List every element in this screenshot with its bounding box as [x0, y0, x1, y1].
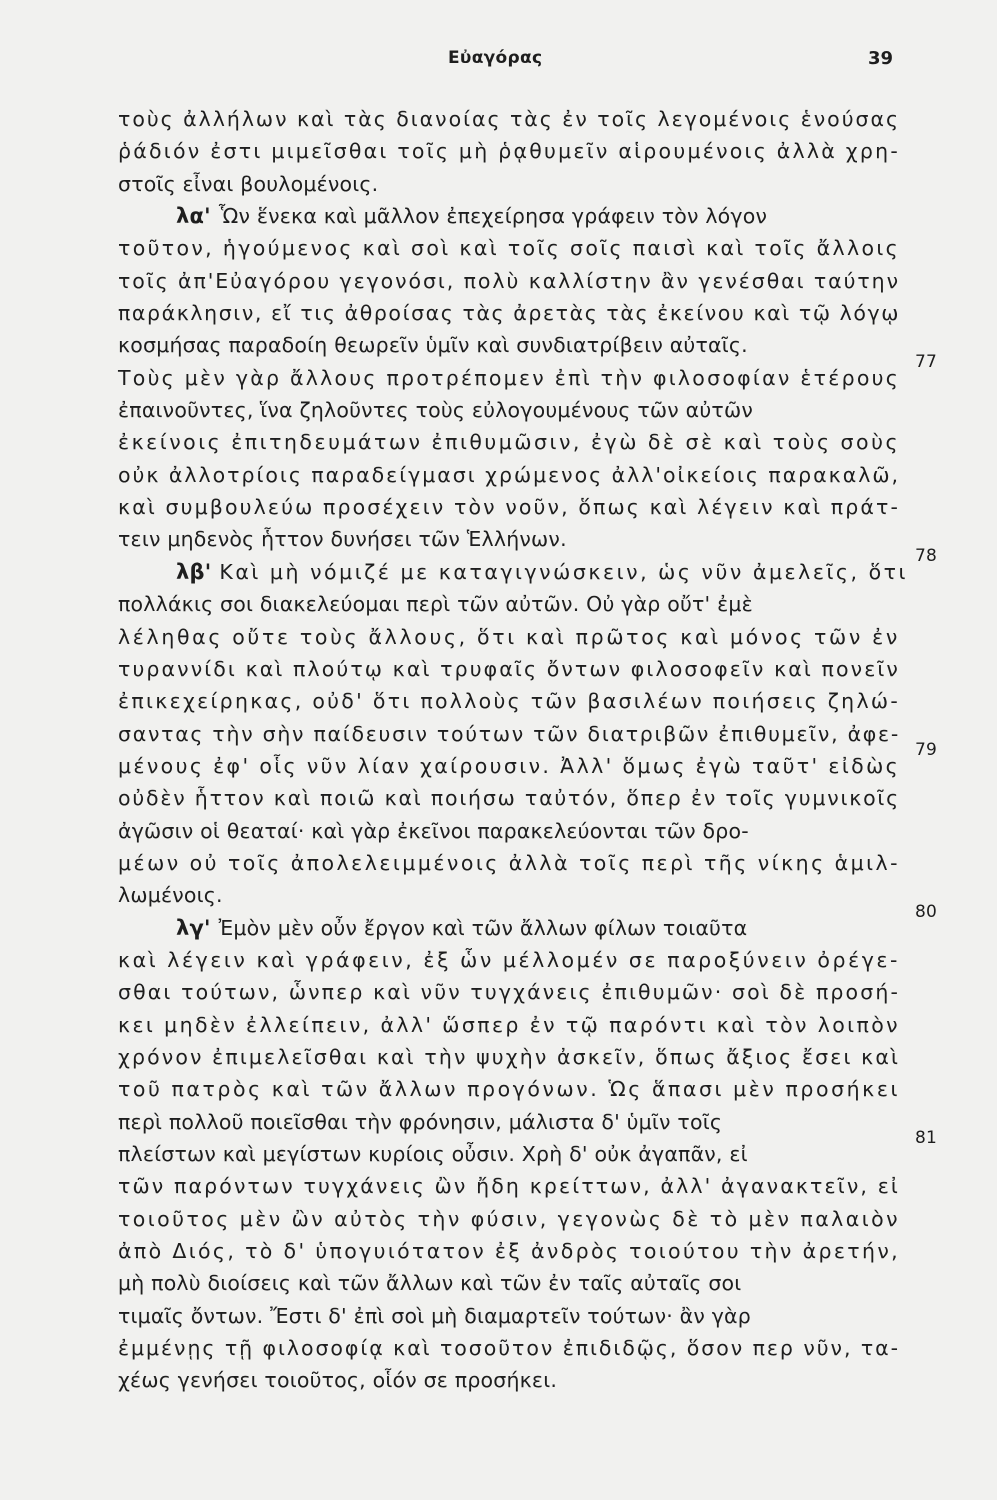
text-line — [118, 879, 908, 911]
text-line — [118, 168, 908, 200]
text-line — [118, 815, 908, 847]
text-line — [118, 976, 908, 1008]
line-text: καὶ λέγειν καὶ γράφειν, ἐξ ὧν μέλλομέν σε παροξύνειν ὀρέγε- — [118, 947, 901, 972]
text-line — [118, 847, 908, 879]
line-text: ἀπὸ Διός, τὸ δ' ὑπογυιότατον ἐξ ἀνδρὸς τοιούτου τὴν ἀρετήν, — [118, 1239, 901, 1264]
line-text: κοσμήσας παραδοίη θεωρεῖν ὑμῖν καὶ συνδιατρίβειν αὐταῖς. — [118, 333, 748, 358]
line-text: πολλάκις σοι διακελεύομαι περὶ τῶν αὐτῶν. Οὐ γὰρ οὔτ' ἐμὲ — [118, 592, 753, 617]
text-line — [118, 1300, 908, 1332]
running-title: Εὐαγόρας — [448, 48, 543, 68]
line-text: Ὧν ἕνεκα καὶ μᾶλλον ἐπεχείρησα γράφειν τὸν λόγον — [218, 204, 768, 229]
text-line — [118, 944, 908, 976]
text-line — [118, 297, 908, 329]
line-text: σθαι τούτων, ὧνπερ καὶ νῦν τυγχάνεις ἐπιθυμῶν· σοὶ δὲ προσή- — [118, 980, 900, 1005]
line-text: Τοὺς μὲν γὰρ ἄλλους προτρέπομεν ἐπὶ τὴν φιλοσοφίαν ἑτέρους — [118, 365, 901, 390]
line-text: τιμαῖς ὄντων. Ἔστι δ' ἐπὶ σοὶ μὴ διαμαρτεῖν τούτων· ἂν γὰρ — [118, 1303, 751, 1328]
line-text: τοῦτον, ἡγούμενος καὶ σοὶ καὶ τοῖς σοῖς παισὶ καὶ τοῖς ἄλλοις — [118, 236, 901, 261]
line-text: περὶ πολλοῦ ποιεῖσθαι τὴν φρόνησιν, μάλιστα δ' ὑμῖν τοῖς — [118, 1109, 723, 1134]
line-text: παράκλησιν, εἴ τις ἀθροίσας τὰς ἀρετὰς τὰς ἐκείνου καὶ τῷ λόγῳ — [118, 301, 901, 326]
text-line — [118, 782, 908, 814]
line-text: ἐκείνοις ἐπιτηδευμάτων ἐπιθυμῶσιν, ἐγὼ δὲ σὲ καὶ τοὺς σοὺς — [118, 430, 900, 455]
section-label: λβ' — [176, 559, 212, 584]
text-line — [118, 739, 938, 782]
text-line — [118, 491, 908, 523]
text-line — [118, 685, 908, 717]
line-text: λωμένοις. — [118, 883, 223, 908]
line-text: στοῖς εἶναι βουλομένοις. — [118, 171, 379, 196]
line-text: λέληθας οὔτε τοὺς ἄλλους, ὅτι καὶ πρῶτος καὶ μόνος τῶν ἐν — [118, 624, 901, 649]
text-line — [118, 232, 908, 264]
line-text: τυραννίδι καὶ πλούτῳ καὶ τρυφαῖς ὄντων φιλοσοφεῖν καὶ πονεῖν — [118, 656, 900, 681]
text-line — [118, 1106, 908, 1138]
text-line — [118, 1009, 908, 1041]
line-text: σαντας τὴν σὴν παίδευσιν τούτων τῶν διατριβῶν ἐπιθυμεῖν, ἀφε- — [118, 721, 900, 746]
line-text: μὴ πολὺ διοίσεις καὶ τῶν ἄλλων καὶ τῶν ἐν ταῖς αὐταῖς σοι — [118, 1271, 742, 1296]
text-line — [118, 523, 908, 555]
line-text: οὐκ ἀλλοτρίοις παραδείγμασι χρώμενος ἀλλ'οἰκείοις παρακαλῶ, — [118, 462, 900, 487]
text-line — [118, 351, 938, 394]
section-label: λγ' — [176, 915, 211, 940]
line-text: μένους ἐφ' οἷς νῦν λίαν χαίρουσιν. Ἀλλ' ὅμως ἐγὼ ταῦτ' εἰδὼς — [118, 753, 901, 778]
text-line — [118, 265, 908, 297]
line-text: Ἐμὸν μὲν οὖν ἔργον καὶ τῶν ἄλλων φίλων τοιαῦτα — [218, 915, 748, 940]
text-line — [118, 329, 908, 361]
text-line — [118, 1332, 908, 1364]
line-text: ἐμμένῃς τῇ φιλοσοφίᾳ καὶ τοσοῦτον ἐπιδιδῷς, ὅσον περ νῦν, τα- — [118, 1336, 900, 1361]
line-text: τειν μηδενὸς ἧττον δυνήσει τῶν Ἑλλήνων. — [118, 527, 567, 552]
text-line — [118, 200, 908, 232]
line-text: οὐδὲν ἧττον καὶ ποιῶ καὶ ποιήσω ταὐτόν, ὅπερ ἐν τοῖς γυμνικοῖς — [118, 786, 901, 811]
margin-number: 81 — [915, 1128, 938, 1148]
line-text: τοῦ πατρὸς καὶ τῶν ἄλλων προγόνων. Ὡς ἅπασι μὲν προσήκει — [118, 1077, 900, 1102]
line-text: χέως γενήσει τοιοῦτος, οἷόν σε προσήκει. — [118, 1368, 558, 1393]
text-line — [118, 718, 908, 750]
text-line — [118, 1041, 908, 1073]
text-line — [118, 653, 908, 685]
line-text: κει μηδὲν ἐλλείπειν, ἀλλ' ὥσπερ ἐν τῷ παρόντι καὶ τὸν λοιπὸν — [118, 1012, 900, 1037]
line-text: ἐπαινοῦντες, ἵνα ζηλοῦντες τοὺς εὐλογουμένους τῶν αὐτῶν — [118, 398, 753, 423]
margin-number: 77 — [915, 351, 938, 372]
line-text: ἐπικεχείρηκας, οὐδ' ὅτι πολλοὺς τῶν βασιλέων ποιήσεις ζηλώ- — [118, 689, 901, 714]
section-label: λα' — [176, 204, 211, 229]
text-line — [118, 135, 908, 167]
line-text: μέων οὐ τοῖς ἀπολελειμμένοις ἀλλὰ τοῖς περὶ τῆς νίκης ἁμιλ- — [118, 850, 901, 875]
text-line — [118, 1073, 908, 1105]
line-text: ῥάδιόν ἐστι μιμεῖσθαι τοῖς μὴ ῥᾳθυμεῖν αἱρουμένοις ἀλλὰ χρη- — [118, 139, 901, 164]
body-text — [118, 103, 938, 1397]
line-text: χρόνον ἐπιμελεῖσθαι καὶ τὴν ψυχὴν ἀσκεῖν, ὅπως ἄξιος ἔσει καὶ — [118, 1044, 901, 1069]
text-line — [118, 1170, 908, 1202]
text-line — [118, 426, 908, 458]
text-line — [118, 545, 938, 588]
text-line — [118, 1235, 908, 1267]
margin-number: 79 — [915, 739, 938, 760]
margin-number: 78 — [915, 545, 938, 566]
text-line — [118, 1203, 908, 1235]
text-line — [118, 103, 908, 135]
text-line — [118, 901, 938, 944]
line-text: τοιοῦτος μὲν ὢν αὐτὸς τὴν φύσιν, γεγονὼς δὲ τὸ μὲν παλαιὸν — [118, 1206, 901, 1231]
line-text: τοῖς ἀπ'Εὐαγόρου γεγονόσι, πολὺ καλλίστην ἂν γενέσθαι ταύτην — [118, 268, 900, 293]
line-text: τῶν παρόντων τυγχάνεις ὢν ἤδη κρείττων, ἀλλ' ἀγανακτεῖν, εἰ — [118, 1174, 900, 1199]
line-text: καὶ συμβουλεύω προσέχειν τὸν νοῦν, ὅπως καὶ λέγειν καὶ πράτ- — [118, 495, 901, 520]
line-text: Καὶ μὴ νόμιζέ με καταγιγνώσκειν, ὡς νῦν ἀμελεῖς, ὅτι — [219, 559, 909, 584]
text-line — [118, 459, 908, 491]
line-text: τοὺς ἀλλήλων καὶ τὰς διανοίας τὰς ἐν τοῖς λεγομένοις ἑνούσας — [118, 107, 900, 131]
text-line — [118, 1267, 908, 1299]
text-line — [118, 588, 908, 620]
page-number: 39 — [868, 48, 894, 69]
text-line — [118, 1364, 908, 1396]
text-line — [118, 621, 908, 653]
text-line — [118, 1128, 938, 1170]
line-text: πλείστων καὶ μεγίστων κυρίοις οὖσιν. Χρὴ δ' οὐκ ἀγαπᾶν, εἰ — [118, 1142, 748, 1166]
line-text: ἀγῶσιν οἱ θεαταί· καὶ γὰρ ἐκεῖνοι παρακελεύονται τῶν δρο- — [118, 818, 749, 843]
margin-number: 80 — [915, 901, 938, 922]
page-header — [0, 48, 997, 76]
text-line — [118, 394, 908, 426]
